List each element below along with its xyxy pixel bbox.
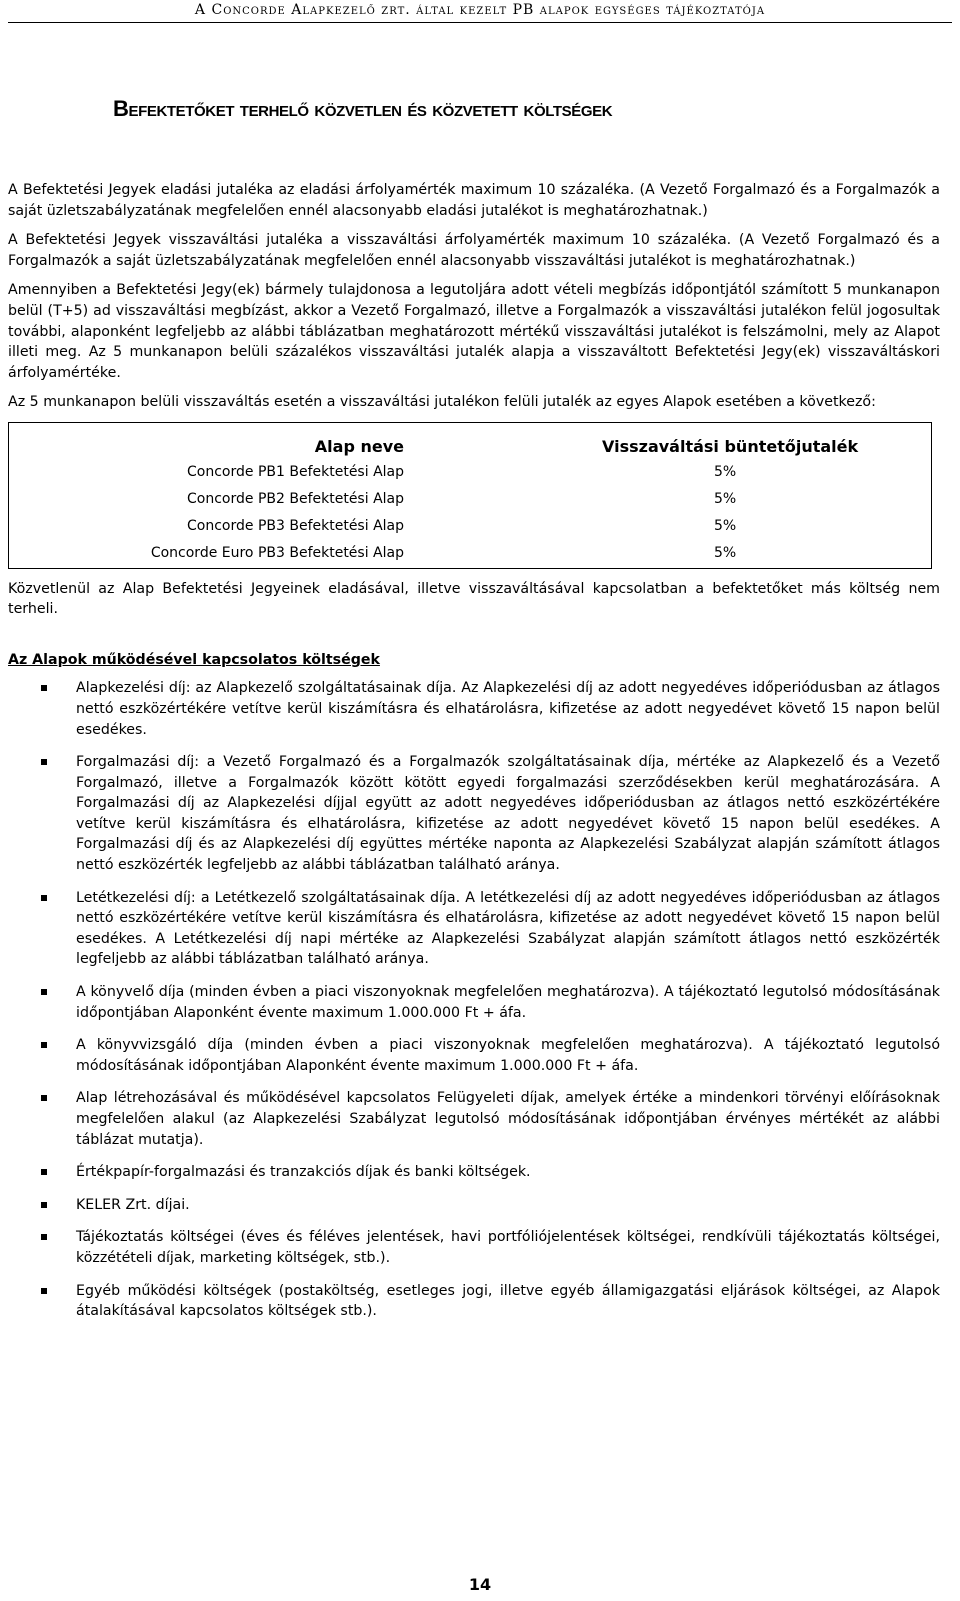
content xyxy=(8,180,940,1334)
list-item xyxy=(8,1162,940,1183)
table-cell-penalty: 5% xyxy=(714,491,737,508)
list-item xyxy=(8,1195,940,1216)
list-item xyxy=(8,982,940,1023)
table-cell-fund: Concorde PB3 Befektetési Alap xyxy=(187,518,404,535)
running-header-text: A Concorde Alapkezelő zrt. által kezelt PB alapok egységes tájékoztatója xyxy=(194,2,766,18)
paragraph-early-redemption: Amennyiben a Befektetési Jegy(ek) bármely tulajdonosa a legutoljára adott vételi megbízás időpontjától számított 5 munkanapon belül (T+5) ad visszaváltási megbízást, akkor a Vezető Forgalmazó, illetve a Forgalmazók a visszaváltási jutalékon felül jogosultak további, alaponként legfeljebb az alábbi táblázatban meghatározott mértékű visszaváltási jutalékot is felszámolni, mely az Alapot illeti meg. Az 5 munkanapon belüli százalékos visszaváltási jutalék alapja a visszaváltott Befektetési Jegy(ek) visszaváltáskori árfolyamértéke. xyxy=(8,282,940,381)
list-item xyxy=(8,752,940,876)
list-item xyxy=(8,678,940,740)
table-cell-fund: Concorde PB1 Befektetési Alap xyxy=(187,464,404,481)
list-item xyxy=(8,1227,940,1268)
bullet-icon xyxy=(41,895,47,901)
list-item-text: A könyvelő díja (minden évben a piaci viszonyoknak megfelelően meghatározva). A tájékoztató legutolsó módosításának időpontjában Alaponként évente maximum 1.000.000 Ft + áfa. xyxy=(76,984,940,1021)
list-item xyxy=(8,1035,940,1076)
paragraph-table-intro: Az 5 munkanapon belüli visszaváltás esetén a visszaváltási jutalékon felüli jutalék az egyes Alapok esetében a következő: xyxy=(8,394,876,411)
list-item-text: Forgalmazási díj: a Vezető Forgalmazó és a Forgalmazók szolgáltatásainak díja, mértéke az Alapkezelő és a Vezető Forgalmazó, illetve a Forgalmazók között kötött egyedi forgalmazási szerződésekben kerül meghatározására. A Forgalmazási díj az Alapkezelési díjjal együtt az adott negyedéves időperiódusban az átlagos nettó eszközértékére vetítve kerül kiszámításra és elhatárolásra, kifizetése az adott negyedévet követő 15 napon belül esedékes. A Forgalmazási díj és az Alapkezelési díj együttes mértéke naponta az Alapkezelési Szabályzat alapján számított átlagos nettó eszközérték legfeljebb az alábbi táblázatban található aránya. xyxy=(76,754,940,874)
table-row xyxy=(9,514,932,541)
paragraph-no-other-costs: Közvetlenül az Alap Befektetési Jegyeinek eladásával, illetve visszaváltásával kapcsolatban a befektetőket más költség nem terheli. xyxy=(8,580,940,618)
list-item-text: Letétkezelési díj: a Letétkezelő szolgáltatásainak díja. A letétkezelési díj az adott negyedéves időperiódusban az átlagos nettó eszközértékére vetítve kerül kiszámításra és elhatárolásra, kifizetése az adott negyedévet követő 15 napon belül esedékes. A Letétkezelési díj napi mértéke az Alapkezelési Szabályzat alapján számított átlagos nettó eszközérték legfeljebb az alábbi táblázatban található aránya. xyxy=(76,889,940,968)
paragraph-sales-commission: A Befektetési Jegyek eladási jutaléka az eladási árfolyamérték maximum 10 százaléka. (A Vezető Forgalmazó és a Forgalmazók a saját üzletszabályzatának megfelelően ennél alacsonyabb eladási jutalékot is meghatározhatnak.) xyxy=(8,182,940,219)
list-item-text: A könyvvizsgáló díja (minden évben a piaci viszonyoknak megfelelően meghatározva). A tájékoztató legutolsó módosításának időpontjában Alaponként évente maximum 1.000.000 Ft + áfa. xyxy=(76,1037,940,1074)
list-item-text: Egyéb működési költségek (postaköltség, esetleges jogi, illetve egyéb államigazgatási eljárások költségei, az Alapok átalakításával kapcsolatos költségek stb.). xyxy=(76,1282,940,1320)
table-cell-fund: Concorde PB2 Befektetési Alap xyxy=(187,491,404,508)
list-item xyxy=(8,1088,940,1150)
table-header-row xyxy=(9,422,932,459)
section-title: Befektetőket terhelő közvetlen és közvetett költségek xyxy=(113,96,613,121)
list-item-text: KELER Zrt. díjai. xyxy=(76,1196,190,1213)
bullet-icon xyxy=(41,989,47,995)
table-header-fund: Alap neve xyxy=(314,436,404,456)
running-header xyxy=(0,0,960,18)
costs-heading: Az Alapok működésével kapcsolatos költségek xyxy=(8,651,380,668)
bullet-icon xyxy=(41,1042,47,1048)
table-row xyxy=(9,460,932,487)
bullet-icon xyxy=(41,685,47,691)
bullet-icon xyxy=(41,759,47,765)
list-item-text: Alapkezelési díj: az Alapkezelő szolgáltatásainak díja. Az Alapkezelési díj az adott negyedéves időperiódusban az átlagos nettó eszközértékére vetítve kerül kiszámításra és elhatárolásra, kifizetése az adott negyedévet követő 15 napon belül esedékes. xyxy=(76,680,940,738)
penalty-table xyxy=(8,422,932,569)
bullet-icon xyxy=(41,1202,47,1208)
paragraph-redemption-commission: A Befektetési Jegyek visszaváltási jutaléka a visszaváltási árfolyamérték maximum 10 százaléka. (A Vezető Forgalmazó és a Forgalmazók a saját üzletszabályzatának megfelelően ennél alacsonyabb visszaváltási jutalékot is meghatározhatnak.) xyxy=(8,232,940,269)
bullet-icon xyxy=(41,1234,47,1240)
table-header-penalty: Visszaváltási büntetőjutalék xyxy=(602,436,859,456)
page-number: 14 xyxy=(468,1575,492,1594)
list-item-text: Értékpapír-forgalmazási és tranzakciós díjak és banki költségek. xyxy=(76,1164,531,1181)
bullet-icon xyxy=(41,1169,47,1175)
table-row xyxy=(9,541,932,569)
bullet-icon xyxy=(41,1095,47,1101)
table-cell-penalty: 5% xyxy=(714,545,737,562)
table-row xyxy=(9,487,932,514)
bullet-icon xyxy=(41,1288,47,1294)
list-item xyxy=(8,1281,940,1322)
costs-list xyxy=(8,678,940,1321)
header-rule xyxy=(8,22,952,23)
list-item-text: Tájékoztatás költségei (éves és féléves jelentések, havi portfóliójelentések költségei, rendkívüli tájékoztatás költségei, közzétételi díjak, marketing költségek, stb.). xyxy=(76,1229,940,1266)
table-cell-fund: Concorde Euro PB3 Befektetési Alap xyxy=(150,545,404,562)
table-cell-penalty: 5% xyxy=(714,464,737,481)
table-cell-penalty: 5% xyxy=(714,518,737,535)
list-item-text: Alap létrehozásával és működésével kapcsolatos Felügyeleti díjak, amelyek értéke a mindenkori törvényi előírásoknak megfelelően alakul (az Alapkezelési Szabályzat legutolsó módosításának időpontjában érvényes mértékét az alábbi táblázat mutatja). xyxy=(76,1090,940,1148)
list-item xyxy=(8,888,940,970)
